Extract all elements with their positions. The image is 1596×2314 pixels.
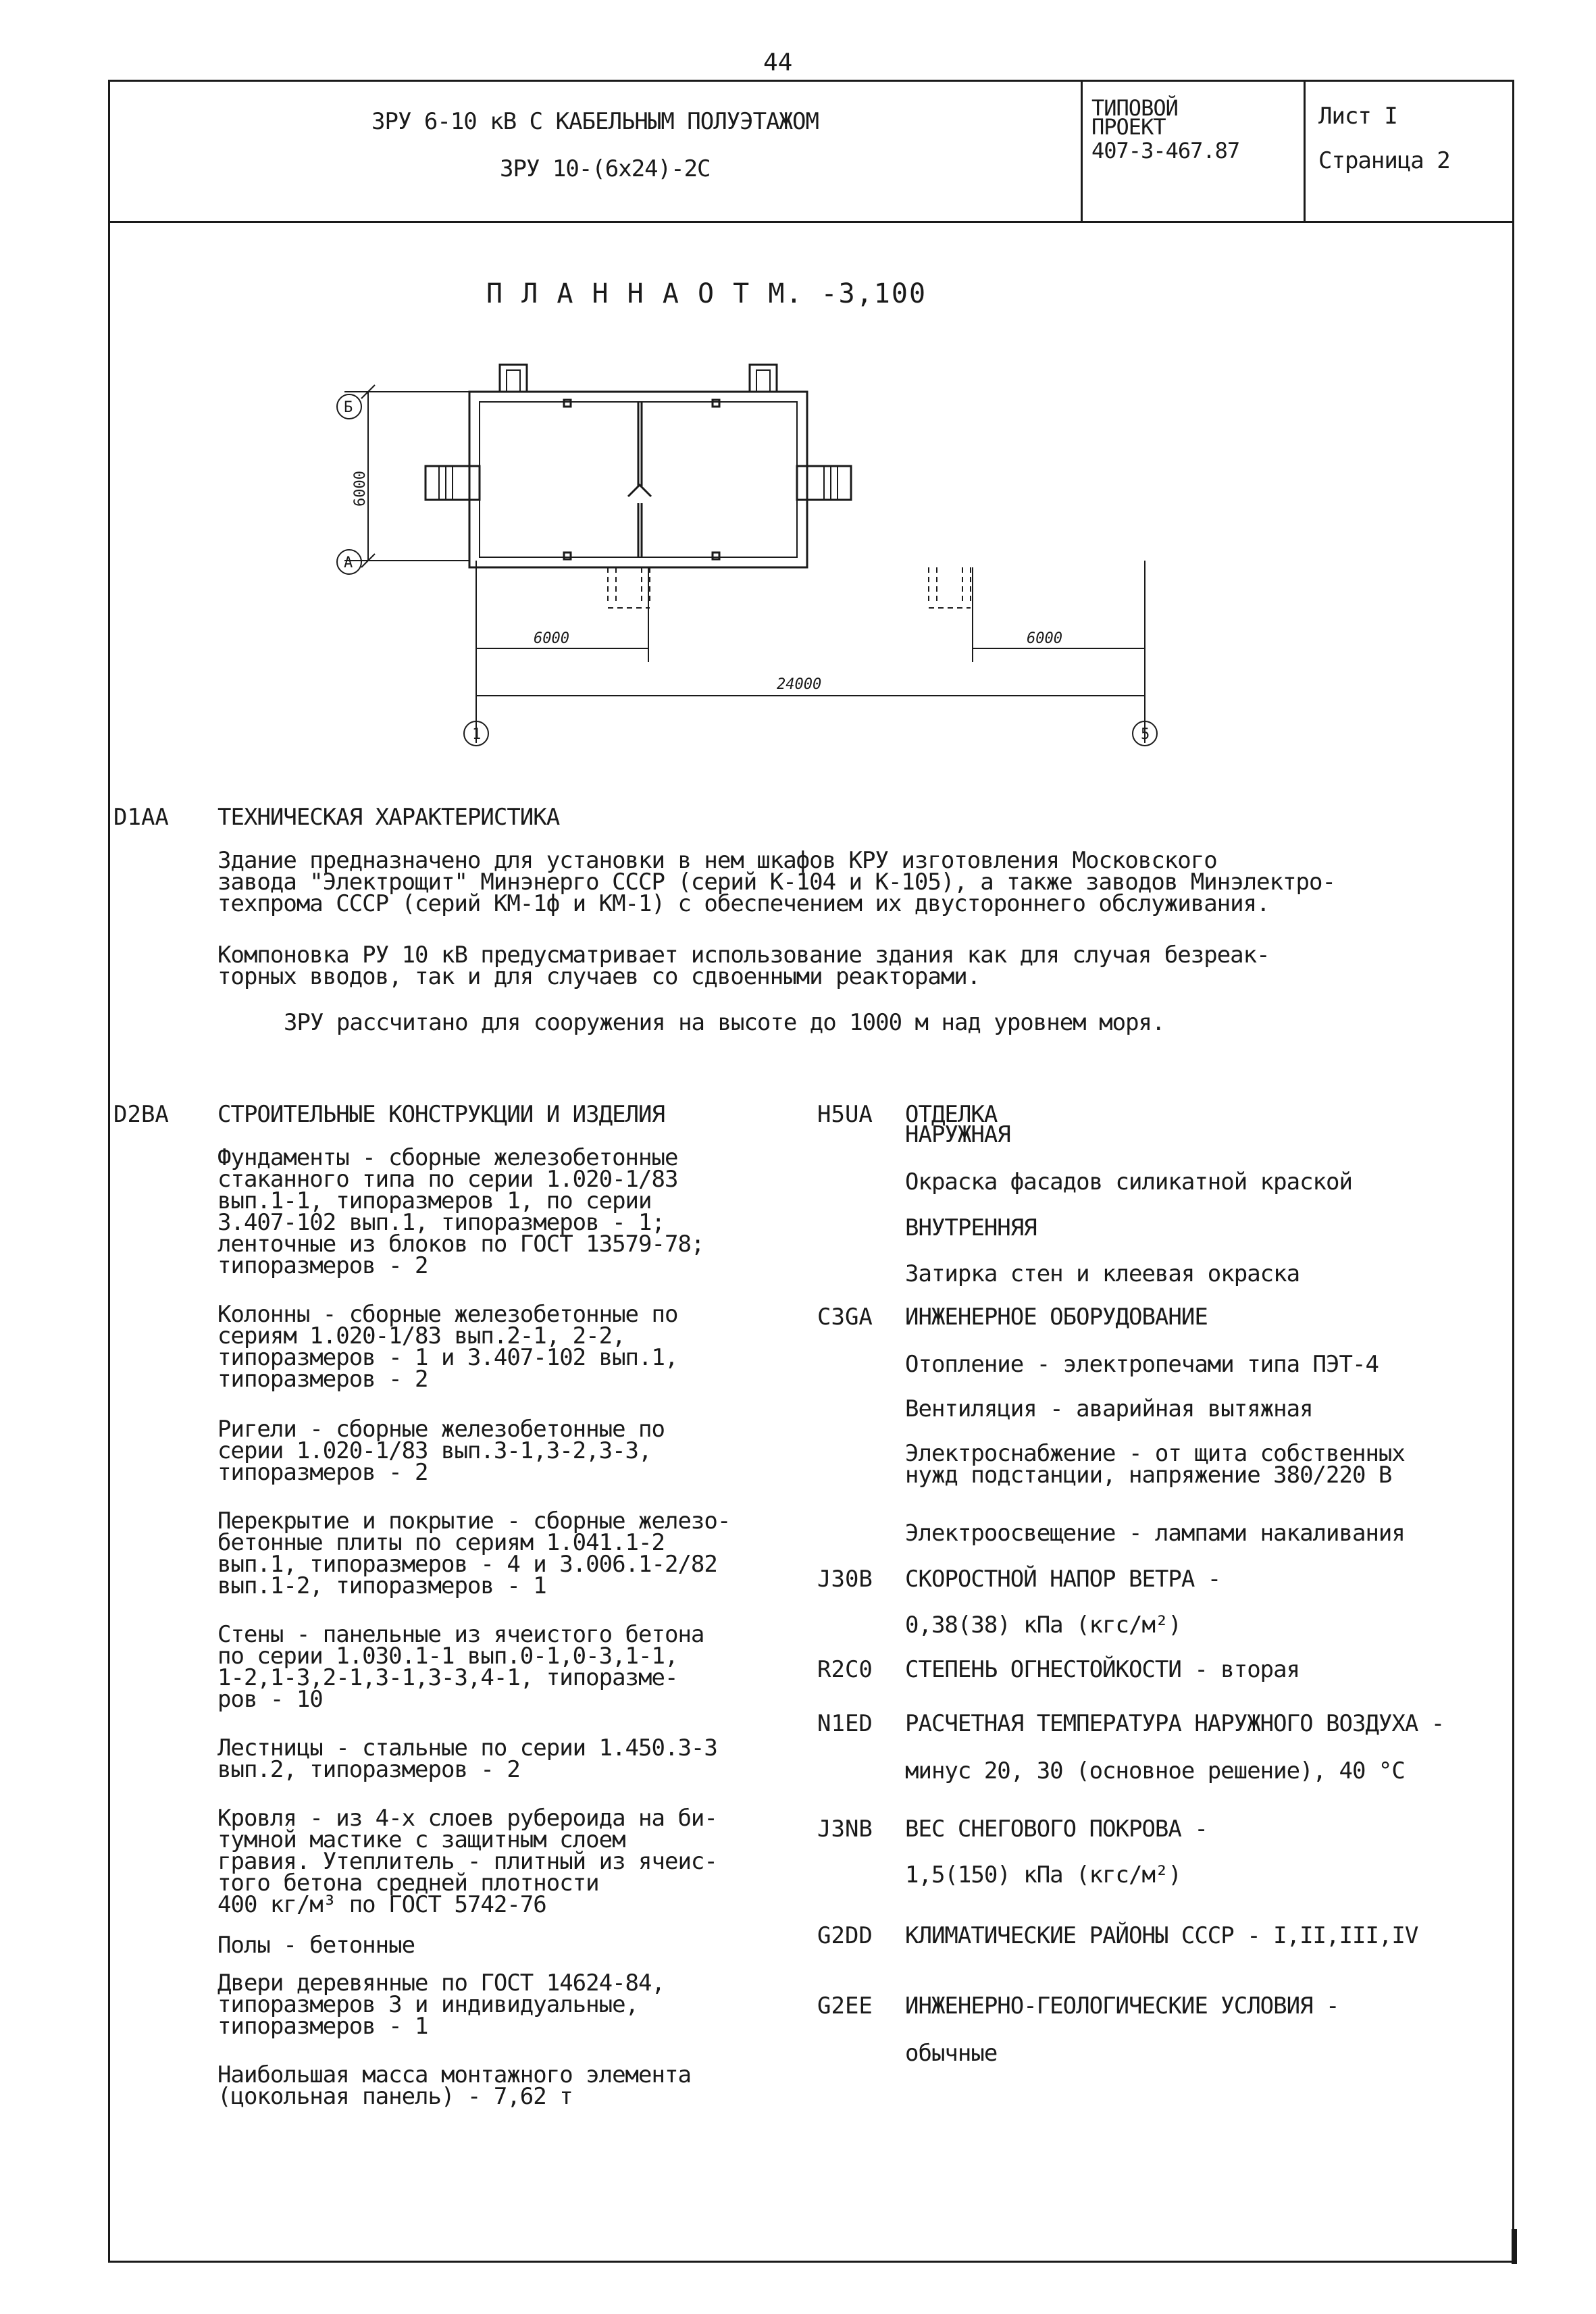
finish-outer-heading: НАРУЖНАЯ: [905, 1121, 1010, 1148]
construction-item: Лестницы - стальные по серии 1.450.3-3 вып.2, типоразмеров - 2: [217, 1734, 717, 1783]
snow-code: J3NB: [817, 1816, 873, 1843]
geo-heading: ИНЖЕНЕРНО-ГЕОЛОГИЧЕСКИЕ УСЛОВИЯ -: [905, 1992, 1339, 2020]
tech-paragraph-3: ЗРУ рассчитано для сооружения на высоте до 1000 м над уровнем моря.: [284, 1009, 1165, 1036]
temp-heading: РАСЧЕТНАЯ ТЕМПЕРАТУРА НАРУЖНОГО ВОЗДУХА -: [905, 1710, 1445, 1737]
geo-code: G2EE: [817, 1992, 873, 2020]
axis-b-label: Б: [344, 399, 353, 416]
constructions-code: D2BA: [113, 1101, 169, 1128]
climate-code: G2DD: [817, 1922, 873, 1949]
project-label: ТИПОВОЙ: [1091, 95, 1178, 121]
snow-value: 1,5(150) кПа (кгс/м²): [905, 1861, 1181, 1888]
dim-right-6000: 6000: [1027, 630, 1062, 647]
construction-item: Полы - бетонные: [217, 1932, 415, 1959]
climate-text: КЛИМАТИЧЕСКИЕ РАЙОНЫ СССР - I,II,III,IV: [905, 1922, 1418, 1949]
fire-code: R2C0: [817, 1656, 873, 1683]
construction-item: Перекрытие и покрытие - сборные железо- бетонные плиты по сериям 1.041.1-2 вып.1, типоразмеров - 4 и 3.006.1-2/82 вып.1-2, типоразмеров - 1: [217, 1508, 731, 1599]
sheet-label: Лист I: [1318, 103, 1397, 130]
page-label: Страница 2: [1318, 147, 1450, 174]
wind-value: 0,38(38) кПа (кгс/м²): [905, 1612, 1181, 1639]
plan-title: П Л А Н Н А О Т М. -3,100: [486, 278, 927, 309]
heating-text: Отопление - электропечами типа ПЭТ-4: [905, 1351, 1379, 1378]
construction-item: Ригели - сборные железобетонные по серии 1.020-1/83 вып.3-1,3-2,3-3, типоразмеров - 2: [217, 1416, 665, 1486]
construction-item: Стены - панельные из ячеистого бетона по серии 1.030.1-1 вып.0-1,0-3,1-1, 1-2,1-3,2-1,3-1,3-3,4-1, типоразме- ров - 10: [217, 1621, 704, 1713]
dim-vertical-6000: 6000: [352, 471, 369, 507]
finish-outer-text: Окраска фасадов силикатной краской: [905, 1168, 1352, 1195]
wind-heading: СКОРОСТНОЙ НАПОР ВЕТРА -: [905, 1566, 1221, 1593]
tech-heading: ТЕХНИЧЕСКАЯ ХАРАКТЕРИСТИКА: [217, 804, 560, 831]
axis-5-label: 5: [1141, 726, 1150, 743]
constructions-heading: СТРОИТЕЛЬНЫЕ КОНСТРУКЦИИ И ИЗДЕЛИЯ: [217, 1101, 665, 1128]
geo-value: обычные: [905, 2040, 998, 2067]
tech-code: D1AA: [113, 804, 169, 831]
stair-box-left: [500, 365, 527, 392]
frame-corner-mark: [1512, 2229, 1517, 2264]
lighting-text: Электроосвещение - лампами накаливания: [905, 1520, 1405, 1547]
title-block-divider: [1081, 80, 1083, 223]
construction-item: Колонны - сборные железобетонные по сериям 1.020-1/83 вып.2-1, 2-2, типоразмеров - 1 и 3.407-102 вып.1, типоразмеров - 2: [217, 1301, 678, 1393]
dim-total-24000: 24000: [777, 676, 822, 693]
tech-paragraph-1: Здание предназначено для установки в нем шкафов КРУ изготовления Московского завода "Электрощит" Минэнерго СССР (серий К-104 и К-105), а также заводов Минэлектро- техпрома СССР (серий КМ-1ф и КМ-1) с обеспечением их двустороннего обслуживания.: [217, 847, 1335, 917]
finish-inner-heading: ВНУТРЕННЯЯ: [905, 1214, 1037, 1241]
door-swing: [628, 485, 651, 496]
fire-text: СТЕПЕНЬ ОГНЕСТОЙКОСТИ - вторая: [905, 1656, 1300, 1683]
eng-heading: ИНЖЕНЕРНОЕ ОБОРУДОВАНИЕ: [905, 1304, 1208, 1331]
finish-heading: ОТДЕЛКА: [905, 1101, 998, 1128]
title-block-divider: [1304, 80, 1306, 223]
finish-inner-text: Затирка стен и клеевая окраска: [905, 1260, 1300, 1287]
power-text: Электроснабжение - от щита собственных нужд подстанции, напряжение 380/220 В: [905, 1440, 1405, 1489]
construction-item: Двери деревянные по ГОСТ 14624-84, типоразмеров 3 и индивидуальные, типоразмеров - 1: [217, 1970, 665, 2040]
tech-paragraph-2: Компоновка РУ 10 кВ предусматривает использование здания как для случая безреак- торных вводов, так и для случаев со сдвоенными реакторами.: [217, 942, 1270, 990]
page-number: 44: [763, 49, 793, 76]
project-label-2: ПРОЕКТ: [1091, 114, 1166, 140]
ventilation-text: Вентиляция - аварийная вытяжная: [905, 1395, 1313, 1422]
finish-code: Н5UA: [817, 1101, 873, 1128]
snow-heading: ВЕС СНЕГОВОГО ПОКРОВА -: [905, 1816, 1208, 1843]
floor-plan-drawing: [304, 351, 1182, 756]
construction-item: Фундаменты - сборные железобетонные стаканного типа по серии 1.020-1/83 вып.1-1, типоразмеров 1, по серии 3.407-102 вып.1, типоразмеров - 1; ленточные из блоков по ГОСТ 13579-78; типоразмеров - 2: [217, 1144, 704, 1279]
wind-code: J30B: [817, 1566, 873, 1593]
document-subtitle: ЗРУ 10-(6х24)-2С: [500, 155, 711, 182]
axis-1-label: 1: [472, 726, 482, 743]
axis-a-label: А: [344, 555, 353, 571]
temp-code: N1ED: [817, 1710, 873, 1737]
project-number: 407-3-467.87: [1091, 138, 1240, 163]
stair-box-right: [750, 365, 777, 392]
document-title: ЗРУ 6-10 кВ С КАБЕЛЬНЫМ ПОЛУЭТАЖОМ: [371, 108, 819, 135]
cable-pits: [608, 567, 971, 608]
temp-value: минус 20, 30 (основное решение), 40 °С: [905, 1757, 1405, 1784]
construction-item: Кровля - из 4-х слоев рубероида на би- тумной мастике с защитным слоем гравия. Утеплитель - плитный из ячеис- того бетона средней плотности 400 кг/м³ по ГОСТ 5742-76: [217, 1805, 717, 1918]
eng-code: С3GA: [817, 1304, 873, 1331]
title-block: [108, 80, 1514, 223]
dim-left-6000: 6000: [534, 630, 569, 647]
construction-item: Наибольшая масса монтажного элемента (цокольная панель) - 7,62 т: [217, 2061, 691, 2110]
